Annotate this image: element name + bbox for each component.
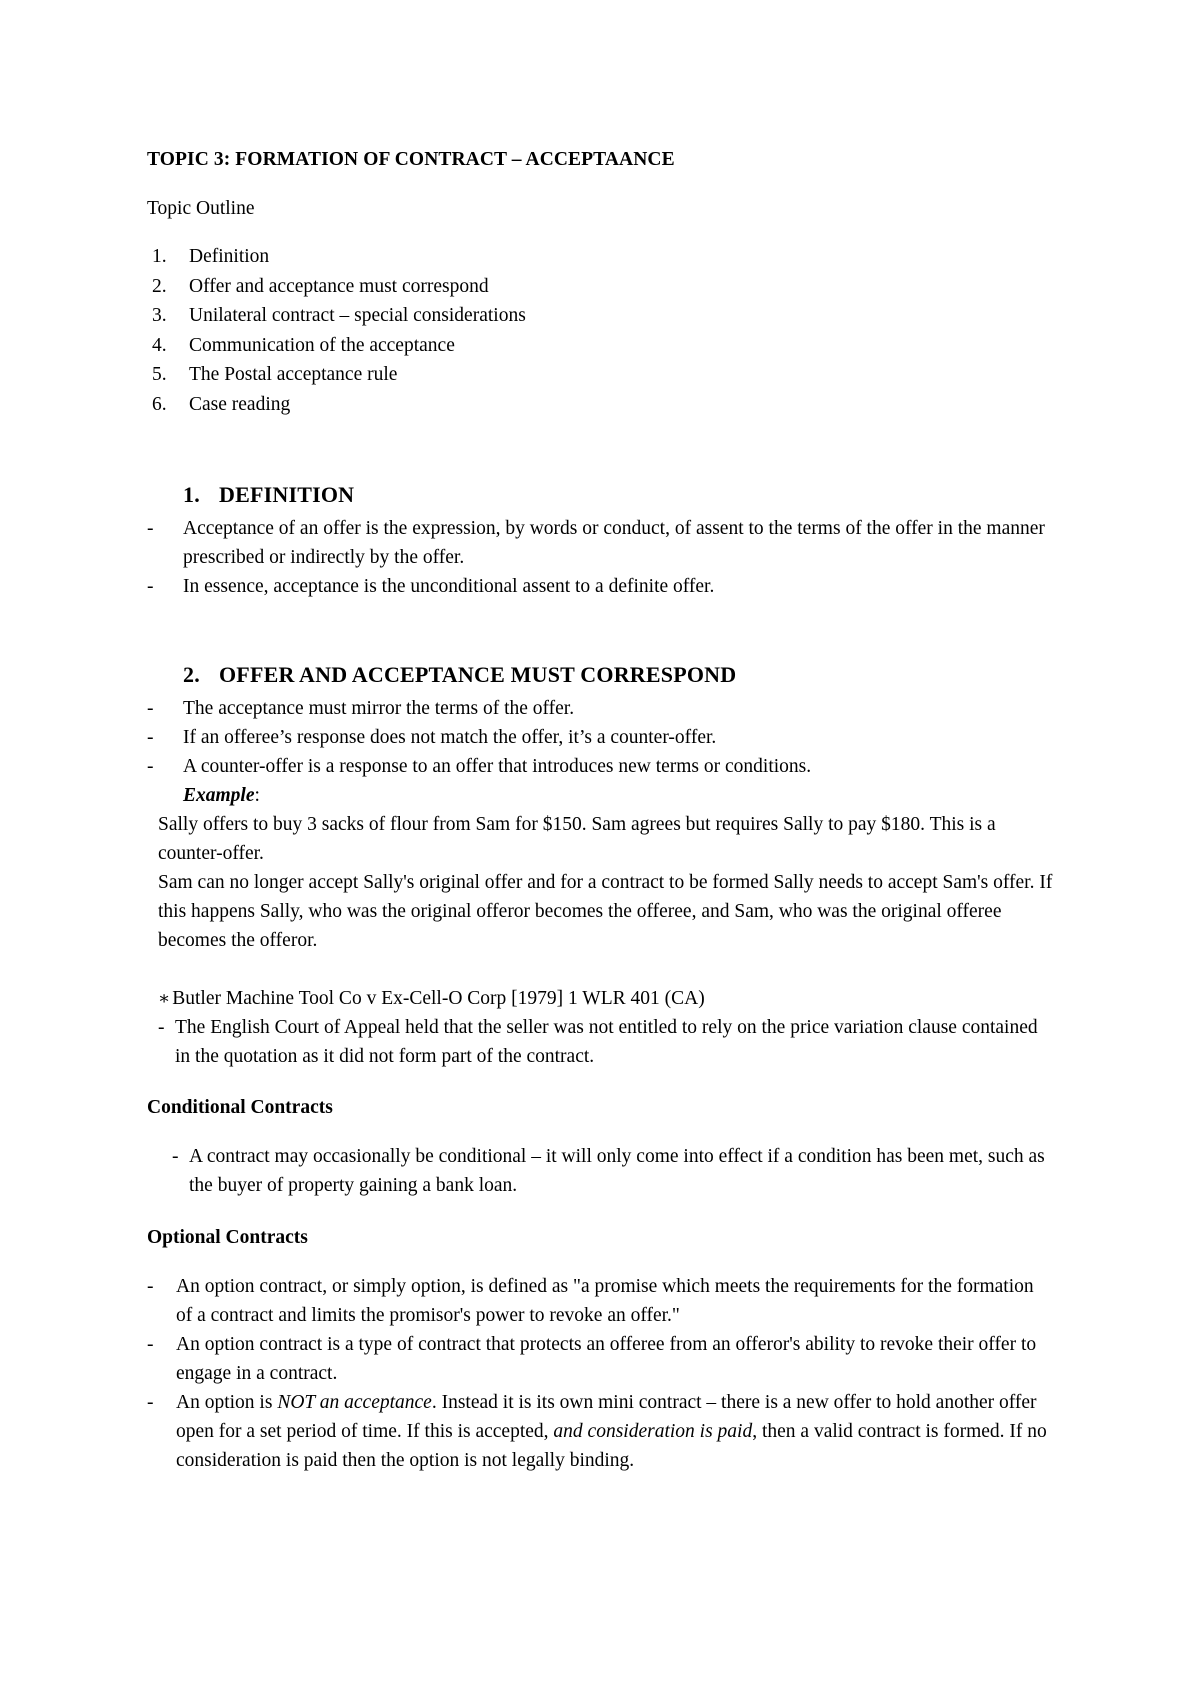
dash-marker: - bbox=[147, 756, 154, 777]
outline-item-text: Definition bbox=[189, 246, 270, 267]
dash-marker: - bbox=[147, 727, 154, 748]
outline-item-text: Case reading bbox=[189, 393, 291, 415]
bullet-item bbox=[172, 1142, 1062, 1200]
bullet-item bbox=[147, 1272, 1047, 1330]
bullet-item bbox=[147, 723, 1047, 752]
conditional-bullets bbox=[172, 1142, 1062, 1200]
bullet-item bbox=[147, 694, 1047, 723]
section-1-title: DEFINITION bbox=[219, 482, 355, 507]
outline-item bbox=[147, 272, 526, 302]
dash-marker: - bbox=[158, 1017, 165, 1038]
outline-item-text: Communication of the acceptance bbox=[189, 334, 455, 356]
dash-marker: - bbox=[147, 518, 154, 539]
outline-item bbox=[147, 360, 526, 390]
optional-contracts-heading: Optional Contracts bbox=[147, 1227, 308, 1248]
bullet-text-part: . Instead it is its own mini contract – there is a new offer to hold another offer open for a set period of time. If this is accepted, bbox=[176, 1392, 1037, 1442]
emphasis-not-acceptance: NOT an acceptance bbox=[277, 1392, 432, 1413]
topic-outline-label: Topic Outline bbox=[147, 198, 255, 219]
dash-marker: - bbox=[172, 1146, 179, 1167]
section-2-bullets bbox=[147, 694, 1047, 781]
bullet-text: An option contract is a type of contract that protects an offeree from an offeror's ability to revoke their offer to engage in a contract. bbox=[176, 1334, 1037, 1384]
section-2-title: OFFER AND ACCEPTANCE MUST CORRESPOND bbox=[219, 662, 737, 687]
bullet-item bbox=[147, 572, 1047, 601]
example-label: Example bbox=[183, 785, 255, 806]
outline-item-number: 2. bbox=[152, 275, 167, 297]
example-paragraph-2: Sam can no longer accept Sally's original offer and for a contract to be formed Sally needs to accept Sam's offer. If this happens Sally, who was the original offeror becomes the offeree, and Sam, who was the original offeree becomes the offeror. bbox=[158, 872, 1053, 951]
bullet-text: An option contract, or simply option, is defined as "a promise which meets the requirements for the formation of a contract and limits the promisor's power to revoke an offer." bbox=[176, 1276, 1034, 1326]
section-2-heading bbox=[183, 660, 736, 689]
outline-item-text: Unilateral contract – special considerations bbox=[189, 305, 526, 326]
example-paragraph-1: Sally offers to buy 3 sacks of flour from Sam for $150. Sam agrees but requires Sally to pay $180. This is a counter-offer. bbox=[158, 814, 996, 864]
outline-item-number: 1. bbox=[152, 246, 167, 267]
section-1-heading bbox=[183, 480, 354, 509]
document-title: TOPIC 3: FORMATION OF CONTRACT – ACCEPTAANCE bbox=[147, 149, 675, 170]
topic-outline-list bbox=[147, 242, 526, 419]
case-note-text: The English Court of Appeal held that the seller was not entitled to rely on the price variation clause contained in the quotation as it did not form part of the contract. bbox=[175, 1017, 1038, 1067]
bullet-text: If an offeree’s response does not match the offer, it’s a counter-offer. bbox=[183, 727, 717, 748]
optional-bullets bbox=[147, 1272, 1047, 1475]
asterisk-icon: ∗ bbox=[158, 988, 171, 1008]
bullet-text: Acceptance of an offer is the expression, by words or conduct, of assent to the terms of the offer in the manner prescribed or indirectly by the offer. bbox=[183, 518, 1045, 568]
section-1-number: 1. bbox=[183, 482, 200, 507]
bullet-text-part: An option is bbox=[176, 1392, 278, 1413]
section-2-number: 2. bbox=[183, 662, 200, 687]
outline-item-number: 4. bbox=[152, 334, 167, 356]
bullet-text: A counter-offer is a response to an offer that introduces new terms or conditions. bbox=[183, 756, 812, 777]
outline-item bbox=[147, 242, 526, 272]
outline-item-text: The Postal acceptance rule bbox=[189, 364, 398, 385]
bullet-text: In essence, acceptance is the unconditional assent to a definite offer. bbox=[183, 576, 715, 597]
bullet-item bbox=[147, 1330, 1047, 1388]
outline-item bbox=[147, 390, 526, 420]
example-colon: : bbox=[254, 785, 260, 806]
case-note-list bbox=[158, 1013, 1048, 1071]
outline-item-number: 6. bbox=[152, 393, 167, 415]
outline-item-number: 5. bbox=[152, 364, 167, 385]
outline-item bbox=[147, 301, 526, 331]
case-name: Butler Machine Tool Co v Ex-Cell-O Corp [1979] 1 WLR 401 (CA) bbox=[172, 988, 705, 1009]
bullet-item bbox=[158, 1013, 1048, 1071]
outline-item-number: 3. bbox=[152, 305, 167, 326]
dash-marker: - bbox=[147, 576, 154, 597]
dash-marker: - bbox=[147, 1334, 154, 1355]
dash-marker: - bbox=[147, 698, 154, 719]
dash-marker: - bbox=[147, 1392, 154, 1413]
example-label-line bbox=[183, 781, 260, 810]
bullet-text: A contract may occasionally be conditional – it will only come into effect if a condition has been met, such as the buyer of property gaining a bank loan. bbox=[189, 1146, 1045, 1196]
dash-marker: - bbox=[147, 1276, 154, 1297]
conditional-contracts-heading: Conditional Contracts bbox=[147, 1097, 333, 1118]
bullet-item bbox=[147, 752, 1047, 781]
bullet-text-part: , then a valid contract is formed. If no consideration is paid then the option is not legally binding. bbox=[176, 1421, 1047, 1471]
outline-item bbox=[147, 331, 526, 361]
section-1-bullets bbox=[147, 514, 1047, 601]
bullet-item bbox=[147, 514, 1047, 572]
case-citation bbox=[158, 984, 1058, 1013]
bullet-item bbox=[147, 1388, 1047, 1475]
outline-item-text: Offer and acceptance must correspond bbox=[189, 275, 489, 297]
emphasis-consideration-paid: and consideration is paid bbox=[553, 1421, 753, 1442]
bullet-text: The acceptance must mirror the terms of the offer. bbox=[183, 698, 575, 719]
